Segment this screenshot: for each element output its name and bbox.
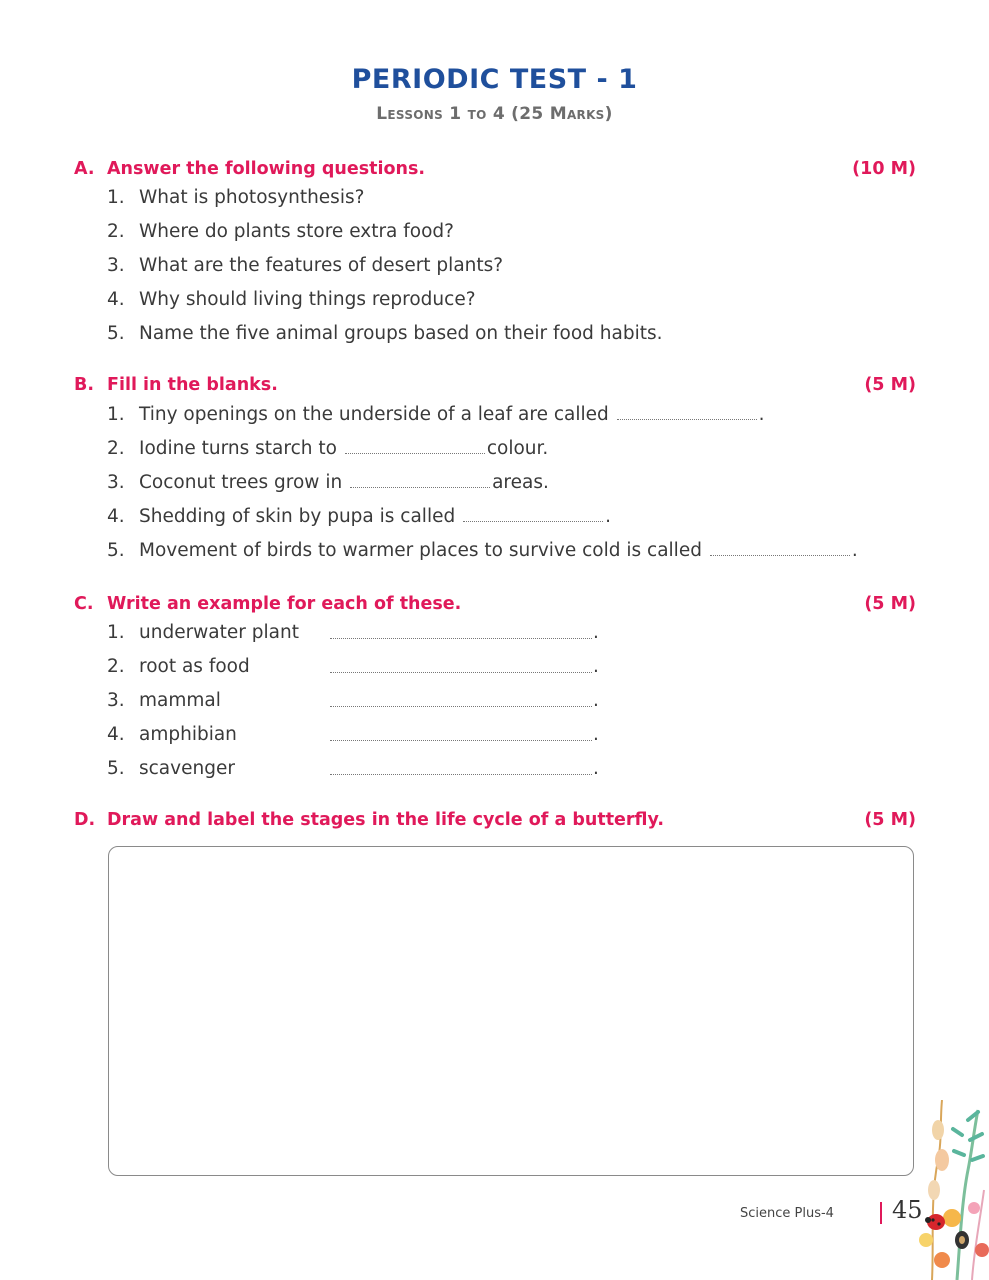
answer-blank[interactable] [463,520,603,522]
question-text: Movement of birds to warmer places to survive cold is called [139,540,702,561]
answer-blank[interactable] [345,452,485,454]
question-number: 4. [107,724,125,745]
fill-blank-item [107,506,907,527]
question-text: root as food [139,656,250,677]
fill-blank-item [107,472,907,493]
question-number: 3. [107,472,125,493]
floral-decoration-icon [912,1100,989,1280]
question-text: mammal [139,690,221,711]
answer-blank[interactable] [330,740,592,741]
question-number: 2. [107,221,125,242]
question-number: 4. [107,506,125,527]
page-subtitle: Lessons 1 to 4 (25 Marks) [376,104,613,124]
section-heading-text: Draw and label the stages in the life cycle of a butterfly. [107,810,664,830]
question-text: amphibian [139,724,237,745]
question-text-end: . [593,690,599,711]
question-item [107,221,907,242]
question-item [107,289,907,310]
example-item [107,656,647,677]
footer-divider [880,1202,882,1224]
section-marks: (5 M) [864,594,916,614]
page-title: PERIODIC TEST - 1 [351,64,638,95]
question-text: Name the five animal groups based on their food habits. [139,323,663,344]
answer-blank[interactable] [330,774,592,775]
question-text: Why should living things reproduce? [139,289,476,310]
page-number: 45 [892,1196,923,1224]
question-text: Where do plants store extra food? [139,221,454,242]
question-text-end: . [593,622,599,643]
answer-blank[interactable] [350,486,490,488]
answer-blank[interactable] [617,418,757,420]
section-letter: C. [74,594,94,614]
section-marks: (10 M) [852,159,916,179]
question-number: 3. [107,690,125,711]
question-text-end: . [593,758,599,779]
section-b-heading [74,375,916,395]
section-letter: B. [74,375,94,395]
question-text-end: areas. [492,472,549,493]
question-text: scavenger [139,758,235,779]
fill-blank-item [107,540,907,561]
book-title: Science Plus-4 [740,1206,834,1221]
section-c-heading [74,594,916,614]
question-text: Coconut trees grow in [139,472,343,493]
question-text: Iodine turns starch to [139,438,337,459]
question-item [107,187,907,208]
question-text: What is photosynthesis? [139,187,365,208]
section-d-heading [74,810,916,830]
answer-blank[interactable] [330,638,592,639]
question-text-end: . [758,404,765,425]
question-number: 2. [107,438,125,459]
section-heading-text: Answer the following questions. [107,159,426,179]
answer-blank[interactable] [330,706,592,707]
question-item [107,255,907,276]
ladybug-icon [925,1214,945,1230]
question-text: What are the features of desert plants? [139,255,504,276]
example-item [107,690,647,711]
question-number: 1. [107,404,125,425]
answer-blank[interactable] [710,554,850,556]
question-text-end: . [593,724,599,745]
question-number: 5. [107,540,125,561]
answer-blank[interactable] [330,672,592,673]
question-number: 1. [107,622,125,643]
question-item [107,323,907,344]
question-text-end: . [605,506,611,527]
fill-blank-item [107,404,907,425]
example-item [107,758,647,779]
question-text-end: colour. [486,438,549,459]
question-text-end: . [593,656,599,677]
question-number: 1. [107,187,125,208]
question-number: 5. [107,758,125,779]
section-heading-text: Write an example for each of these. [107,594,462,614]
example-item [107,724,647,745]
section-letter: A. [74,159,95,179]
question-text-end: . [851,540,858,561]
question-text: Shedding of skin by pupa is called [139,506,456,527]
question-number: 5. [107,323,125,344]
section-a-heading [74,159,916,179]
question-text: underwater plant [139,622,299,643]
fill-blank-item [107,438,907,459]
drawing-answer-box[interactable] [108,846,914,1176]
question-text: Tiny openings on the underside of a leaf are called [139,404,609,425]
section-heading-text: Fill in the blanks. [107,375,278,395]
section-marks: (5 M) [864,375,916,395]
question-number: 3. [107,255,125,276]
section-marks: (5 M) [864,810,916,830]
section-letter: D. [74,810,96,830]
question-number: 4. [107,289,125,310]
example-item [107,622,647,643]
question-number: 2. [107,656,125,677]
